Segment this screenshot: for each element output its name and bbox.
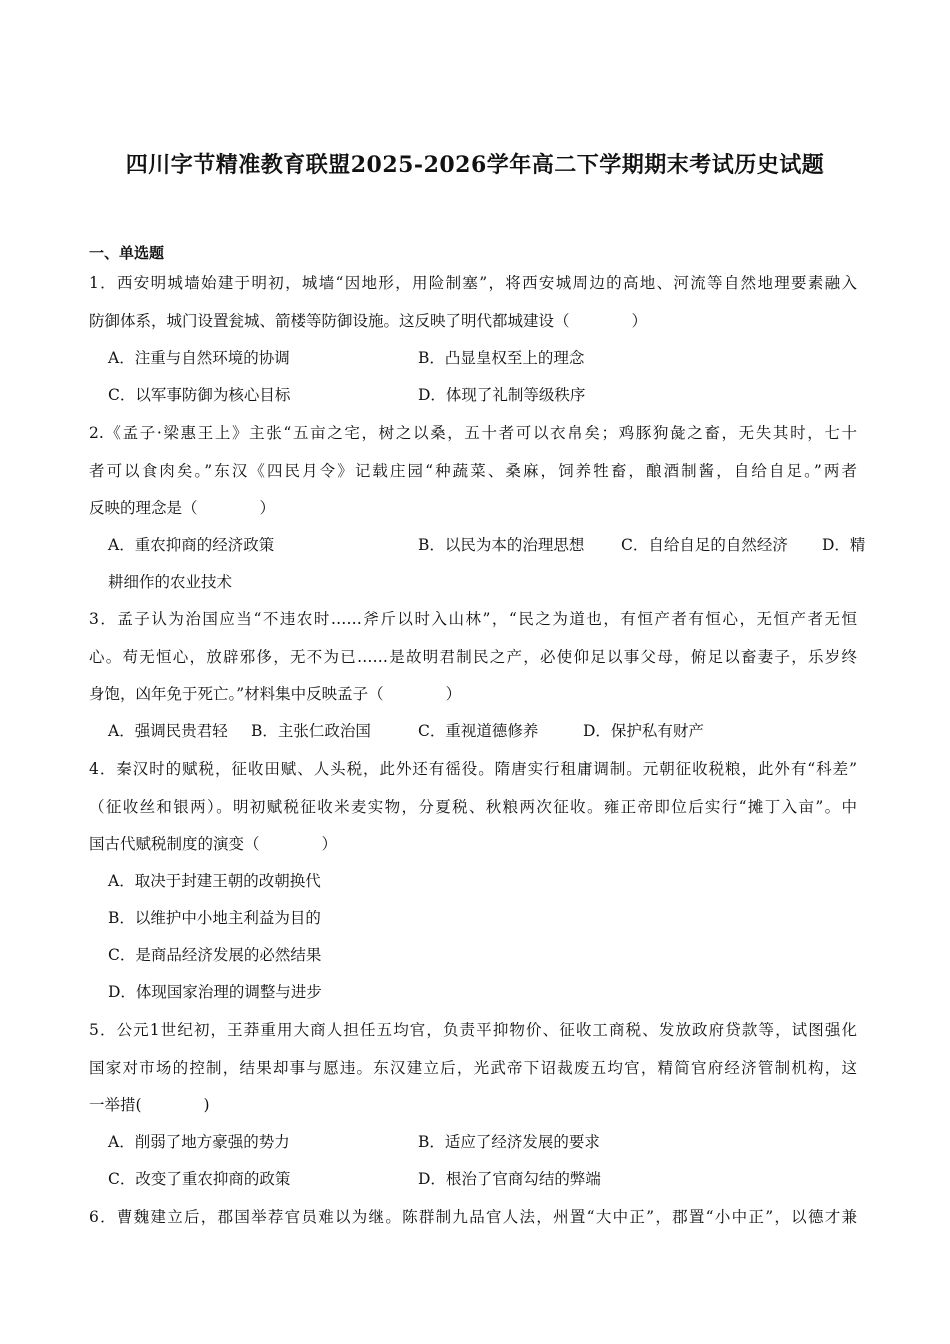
question-1-option-b: B．凸显皇权至上的理念 [418,349,585,367]
question-5-line-3: 一举措( ) [89,1096,210,1114]
question-3-option-a: A．强调民贵君轻 [108,722,228,740]
question-2-line-1: 2.《孟子·梁惠王上》主张“五亩之宅，树之以桑，五十者可以衣帛矣；鸡豚狗彘之畜，无失其时，七十 [89,424,857,442]
question-3-line-1: 3．孟子认为治国应当“不违农时……斧斤以时入山林”，“民之为道也，有恒产者有恒心，无恒产者无恒 [89,610,857,628]
question-2-option-a: A．重农抑商的经济政策 [108,536,275,554]
question-5-line-2: 国家对市场的控制，结果却事与愿违。东汉建立后，光武帝下诏裁废五均官，精简官府经济管制机构，这 [89,1059,857,1077]
question-5-line-1: 5．公元1世纪初，王莽重用大商人担任五均官，负责平抑物价、征收工商税、发放政府贷款等，试图强化 [89,1021,857,1039]
question-3-option-c: C．重视道德修养 [418,722,539,740]
question-2-line-3: 反映的理念是（ ） [89,499,276,517]
question-2-option-d: D．精 [822,536,866,554]
question-4-line-2: （征收丝和银两）。明初赋税征收米麦实物，分夏税、秋粮两次征收。雍正帝即位后实行“摊丁入亩”。中 [89,798,857,816]
question-5-option-d: D．根治了官商勾结的弊端 [418,1170,601,1188]
section-heading: 一、单选题 [89,244,165,262]
question-2-option-b: B．以民为本的治理思想 [418,536,585,554]
question-2-option-d-continued: 耕细作的农业技术 [108,573,233,591]
page-title: 四川字节精准教育联盟2025-2026学年高二下学期期末考试历史试题 [125,152,825,178]
question-3-option-b: B．主张仁政治国 [251,722,371,740]
question-4-line-3: 国古代赋税制度的演变（ ） [89,835,338,853]
question-5-option-a: A．削弱了地方豪强的势力 [108,1133,290,1151]
question-4-option-b: B．以维护中小地主利益为目的 [108,909,321,927]
question-2-option-c: C．自给自足的自然经济 [621,536,788,554]
question-3-line-3: 身饱，凶年免于死亡。”材料集中反映孟子（ ） [89,685,462,703]
question-3-option-d: D．保护私有财产 [583,722,704,740]
question-1-option-d: D．体现了礼制等级秩序 [418,386,586,404]
question-4-option-d: D．体现国家治理的调整与进步 [108,983,322,1001]
question-1-option-a: A．注重与自然环境的协调 [108,349,290,367]
question-1-line-2: 防御体系，城门设置瓮城、箭楼等防御设施。这反映了明代都城建设（ ） [89,312,648,330]
question-4-line-1: 4．秦汉时的赋税，征收田赋、人头税，此外还有徭役。隋唐实行租庸调制。元朝征收税粮，此外有“科差” [89,760,857,778]
question-5-option-b: B．适应了经济发展的要求 [418,1133,600,1151]
question-6-line-1: 6．曹魏建立后，郡国举荐官员难以为继。陈群制九品官人法，州置“大中正”，郡置“小中正”，以德才兼 [89,1208,857,1226]
question-4-option-a: A．取决于封建王朝的改朝换代 [108,872,321,890]
question-3-line-2: 心。苟无恒心，放辟邪侈，无不为已……是故明君制民之产，必使仰足以事父母，俯足以畜妻子，乐岁终 [89,648,857,666]
question-1-line-1: 1．西安明城墙始建于明初，城墙“因地形，用险制塞”，将西安城周边的高地、河流等自然地理要素融入 [89,274,857,292]
question-1-option-c: C．以军事防御为核心目标 [108,386,291,404]
question-5-option-c: C．改变了重农抑商的政策 [108,1170,291,1188]
question-4-option-c: C．是商品经济发展的必然结果 [108,946,322,964]
question-2-line-2: 者可以食肉矣。”东汉《四民月令》记载庄园“种蔬菜、桑麻，饲养牲畜，酿酒制酱，自给自足。”两者 [89,462,857,480]
